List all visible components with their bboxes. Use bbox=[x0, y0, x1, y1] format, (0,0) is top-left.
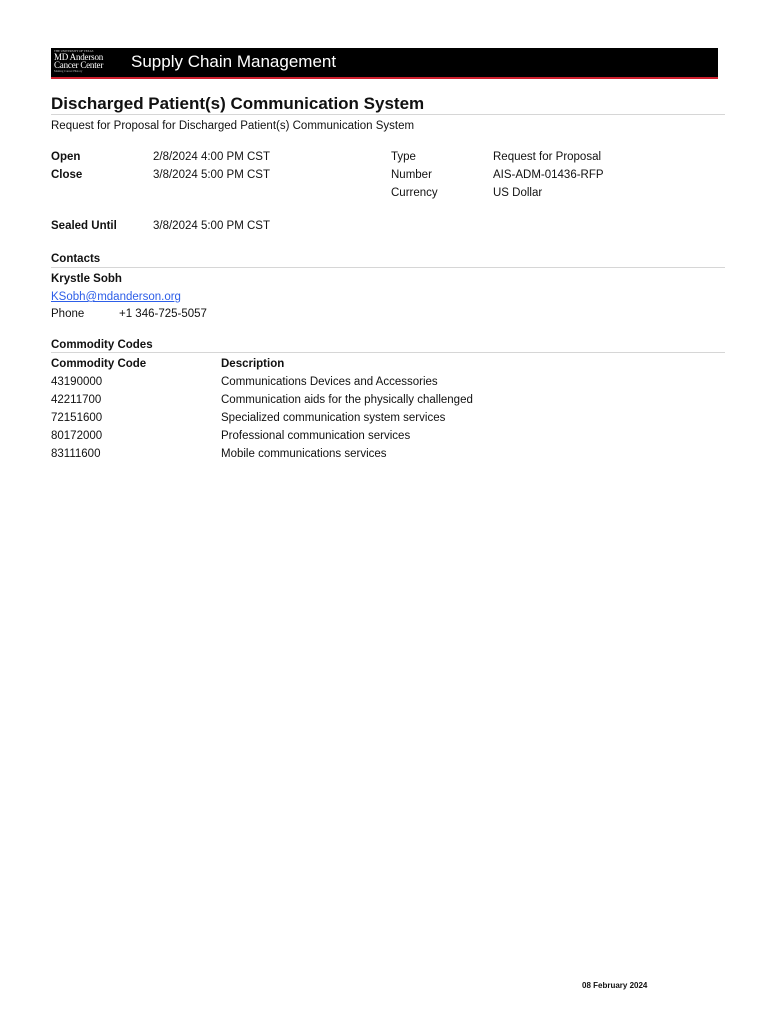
table-row bbox=[51, 376, 725, 394]
currency-value: US Dollar bbox=[493, 187, 543, 199]
logo-line-2: Cancer Center bbox=[54, 60, 104, 70]
banner-title: Supply Chain Management bbox=[131, 52, 337, 71]
title-divider bbox=[51, 114, 725, 115]
commodity-divider bbox=[51, 352, 725, 353]
sealed-until-label: Sealed Until bbox=[51, 220, 117, 232]
document-title: Discharged Patient(s) Communication System bbox=[51, 94, 425, 113]
commodity-codes-heading: Commodity Codes bbox=[51, 339, 153, 351]
contacts-divider bbox=[51, 267, 725, 268]
open-label: Open bbox=[51, 151, 81, 163]
logo-line-1: MD Anderson bbox=[54, 52, 104, 62]
commodity-description: Professional communication services bbox=[221, 430, 411, 442]
commodity-description: Communications Devices and Accessories bbox=[221, 376, 438, 388]
phone-label: Phone bbox=[51, 308, 85, 320]
table-row bbox=[51, 394, 725, 412]
type-label: Type bbox=[391, 151, 416, 163]
open-value: 2/8/2024 4:00 PM CST bbox=[153, 151, 270, 163]
number-value: AIS-ADM-01436-RFP bbox=[493, 169, 604, 181]
type-value: Request for Proposal bbox=[493, 151, 602, 163]
footer-date: 08 February 2024 bbox=[582, 981, 648, 990]
contact-email-link[interactable]: KSobh@mdanderson.org bbox=[51, 291, 181, 303]
phone-value: +1 346-725-5057 bbox=[119, 308, 207, 320]
logo-tagline: Making Cancer History bbox=[54, 69, 83, 73]
close-value: 3/8/2024 5:00 PM CST bbox=[153, 169, 270, 181]
commodity-code: 83111600 bbox=[51, 448, 101, 460]
commodity-code-column-header: Commodity Code bbox=[51, 358, 147, 370]
commodity-code: 80172000 bbox=[51, 430, 103, 442]
number-label: Number bbox=[391, 169, 432, 181]
commodity-code: 43190000 bbox=[51, 376, 103, 388]
table-row bbox=[51, 448, 725, 466]
sealed-until-value: 3/8/2024 5:00 PM CST bbox=[153, 220, 270, 232]
logo-top-text: THE UNIVERSITY OF TEXAS bbox=[54, 49, 94, 53]
contact-name: Krystle Sobh bbox=[51, 273, 122, 285]
close-label: Close bbox=[51, 169, 83, 181]
commodity-description: Specialized communication system services bbox=[221, 412, 446, 424]
commodity-description: Communication aids for the physically challenged bbox=[221, 394, 473, 406]
commodity-code: 72151600 bbox=[51, 412, 103, 424]
table-row bbox=[51, 430, 725, 448]
commodity-description: Mobile communications services bbox=[221, 448, 387, 460]
currency-label: Currency bbox=[391, 187, 438, 199]
table-row bbox=[51, 412, 725, 430]
document-subtitle: Request for Proposal for Discharged Patient(s) Communication System bbox=[51, 120, 415, 132]
contacts-heading: Contacts bbox=[51, 253, 101, 265]
commodity-table-header bbox=[51, 358, 725, 376]
description-column-header: Description bbox=[221, 358, 285, 370]
header-banner bbox=[51, 48, 718, 79]
commodity-code: 42211700 bbox=[51, 394, 102, 406]
md-anderson-logo bbox=[54, 50, 124, 75]
